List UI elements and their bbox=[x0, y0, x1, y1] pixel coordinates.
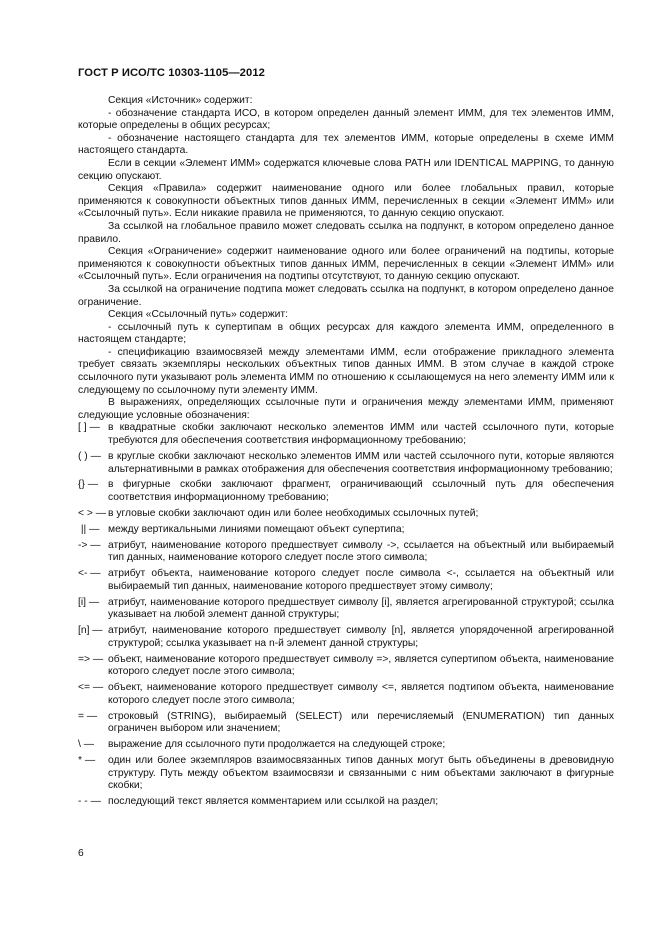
symbol-entry bbox=[78, 597, 614, 622]
symbol-description: в круглые скобки заключают несколько элементов ИММ или частей ссылочного пути, которые являются альтернативными в рамках отображения для обеспечения соответствия информационному требованию; bbox=[108, 450, 614, 475]
symbol-entry bbox=[78, 711, 614, 736]
paragraph: Секция «Ограничение» содержит наименование одного или более ограничений на подтипы, которые применяются к совокупности объектных типов данных ИММ, перечисленных в секции «Элемент ИММ» или «Ссылочный путь». Если ограничения на подтипы отсутствуют, то данную секцию опускают. bbox=[78, 246, 614, 283]
document-header: ГОСТ Р ИСО/ТС 10303-1105—2012 bbox=[78, 67, 265, 79]
page-number: 6 bbox=[78, 848, 84, 859]
paragraph: Секция «Ссылочный путь» содержит: bbox=[108, 309, 288, 321]
symbol-entry bbox=[78, 654, 614, 679]
document-body bbox=[78, 95, 614, 809]
paragraph: - ссылочный путь к супертипам в общих ресурсах для каждого элемента ИММ, определенного в настоящем стандарте; bbox=[78, 321, 614, 346]
paragraph: Секция «Источник» содержит: bbox=[108, 95, 253, 106]
symbol-description: последующий текст является комментарием или ссылкой на раздел; bbox=[108, 796, 439, 808]
paragraph: Секция «Правила» содержит наименование одного или более глобальных правил, которые применяются к совокупности объектных типов данных ИММ, перечисленных в секции «Элемент ИММ» или «Ссылочный путь». Если никакие правила не применяются, то данную секцию опускают. bbox=[78, 183, 614, 220]
symbol-key: * — bbox=[78, 754, 96, 766]
paragraph: - обозначение стандарта ИСО, в котором определен данный элемент ИММ, для тех элементов ИММ, которые определены в общих ресурсах; bbox=[78, 107, 614, 132]
symbol-description: объект, наименование которого предшествует символу <=, является подтипом объекта, наименование которого следует после этого символа; bbox=[108, 682, 614, 706]
symbol-description: в угловые скобки заключают один или более необходимых ссылочных путей; bbox=[108, 507, 479, 519]
symbol-description: атрибут, наименование которого предшествует символу [i], является агрегированной структурой; ссылка указывает на любой элемент данной структуры; bbox=[108, 596, 614, 621]
symbol-entry bbox=[78, 540, 614, 565]
paragraph: - обозначение настоящего стандарта для тех элементов ИММ, которые определены в схеме ИММ настоящего стандарта. bbox=[78, 132, 614, 157]
symbol-entry bbox=[78, 625, 614, 650]
symbol-key: <= — bbox=[78, 682, 104, 694]
symbol-entry bbox=[78, 739, 614, 752]
symbol-description: один или более экземпляров взаимосвязанных типов данных могут быть объединены в древовидную структуру. Путь между объектом взаимосвязи и связанными с ним объектами заключают в фигурные скобки; bbox=[108, 754, 614, 792]
symbol-description: объект, наименование которого предшествует символу =>, является супертипом объекта, наименование которого следует после этого символа; bbox=[108, 653, 614, 678]
symbol-entry bbox=[78, 524, 614, 537]
paragraph: В выражениях, определяющих ссылочные пути и ограничения между элементами ИММ, применяют следующие условные обозначения: bbox=[78, 397, 614, 421]
symbol-entry bbox=[78, 422, 614, 447]
paragraph: За ссылкой на ограничение подтипа может следовать ссылка на подпункт, в котором определено данное ограничение. bbox=[78, 283, 614, 308]
symbol-entry bbox=[78, 508, 614, 521]
paragraph: Если в секции «Элемент ИММ» содержатся ключевые слова PATH или IDENTICAL MAPPING, то данную секцию опускают. bbox=[78, 157, 614, 182]
symbol-key: \ — bbox=[78, 739, 95, 751]
symbol-description: атрибут, наименование которого предшествует символу ->, ссылается на объектный или выбираемый тип данных, наименование которого следует после этого символа; bbox=[108, 539, 614, 564]
symbol-description: в фигурные скобки заключают фрагмент, ограничивающий ссылочный путь для обеспечения соответствия информационному требованию; bbox=[108, 479, 614, 503]
symbol-key: -> — bbox=[78, 539, 101, 551]
symbol-key: {} — bbox=[78, 479, 99, 491]
symbol-key: ( ) — bbox=[78, 450, 101, 462]
symbol-key: <- — bbox=[78, 568, 101, 580]
paragraph: - спецификацию взаимосвязей между элементами ИММ, если отображение прикладного элемента требует связать экземпляры нескольких объектных типов данных ИММ. В этом случае в каждой строке ссылочного пути указывают роль элемента ИММ по отношению к ссылающемуся на него элементу ИММ или к следующему по ссылочному пути элементу ИММ. bbox=[78, 346, 614, 396]
paragraph: За ссылкой на глобальное правило может следовать ссылка на подпункт, в котором определено данное правило. bbox=[78, 220, 614, 245]
symbol-entry bbox=[78, 755, 614, 793]
symbol-key: || — bbox=[78, 523, 100, 535]
symbol-description: строковый (STRING), выбираемый (SELECT) или перечисляемый (ENUMERATION) тип данных ограничен выбором или значением; bbox=[108, 710, 614, 735]
symbol-key: [i] — bbox=[78, 596, 100, 608]
symbol-description: выражение для ссылочного пути продолжается на следующей строке; bbox=[108, 739, 446, 751]
symbol-key: - - — bbox=[78, 796, 101, 808]
symbol-key: < > — bbox=[78, 507, 107, 519]
symbol-entry bbox=[78, 568, 614, 593]
symbol-description: атрибут объекта, наименование которого следует после символа <-, ссылается на объектный или выбираемый тип данных, наименование которого предшествует этому символу; bbox=[108, 568, 614, 592]
symbol-entry bbox=[78, 479, 614, 504]
symbol-key: [ ] — bbox=[78, 422, 100, 434]
symbol-key: [n] — bbox=[78, 625, 103, 637]
symbol-description: атрибут, наименование которого предшествует символу [n], является упорядоченной агрегированной структурой; ссылка указывает на n-й элемент данной структуры; bbox=[108, 625, 614, 649]
symbol-entry bbox=[78, 682, 614, 707]
symbol-entry bbox=[78, 796, 614, 809]
symbol-description: в квадратные скобки заключают несколько элементов ИММ или частей ссылочного пути, которые требуются для обеспечения соответствия информационному требованию; bbox=[108, 422, 614, 447]
symbol-key: = — bbox=[78, 710, 98, 722]
symbol-entry bbox=[78, 451, 614, 476]
symbol-description: между вертикальными линиями помещают объект супертипа; bbox=[108, 523, 405, 535]
symbol-key: => — bbox=[78, 653, 104, 665]
